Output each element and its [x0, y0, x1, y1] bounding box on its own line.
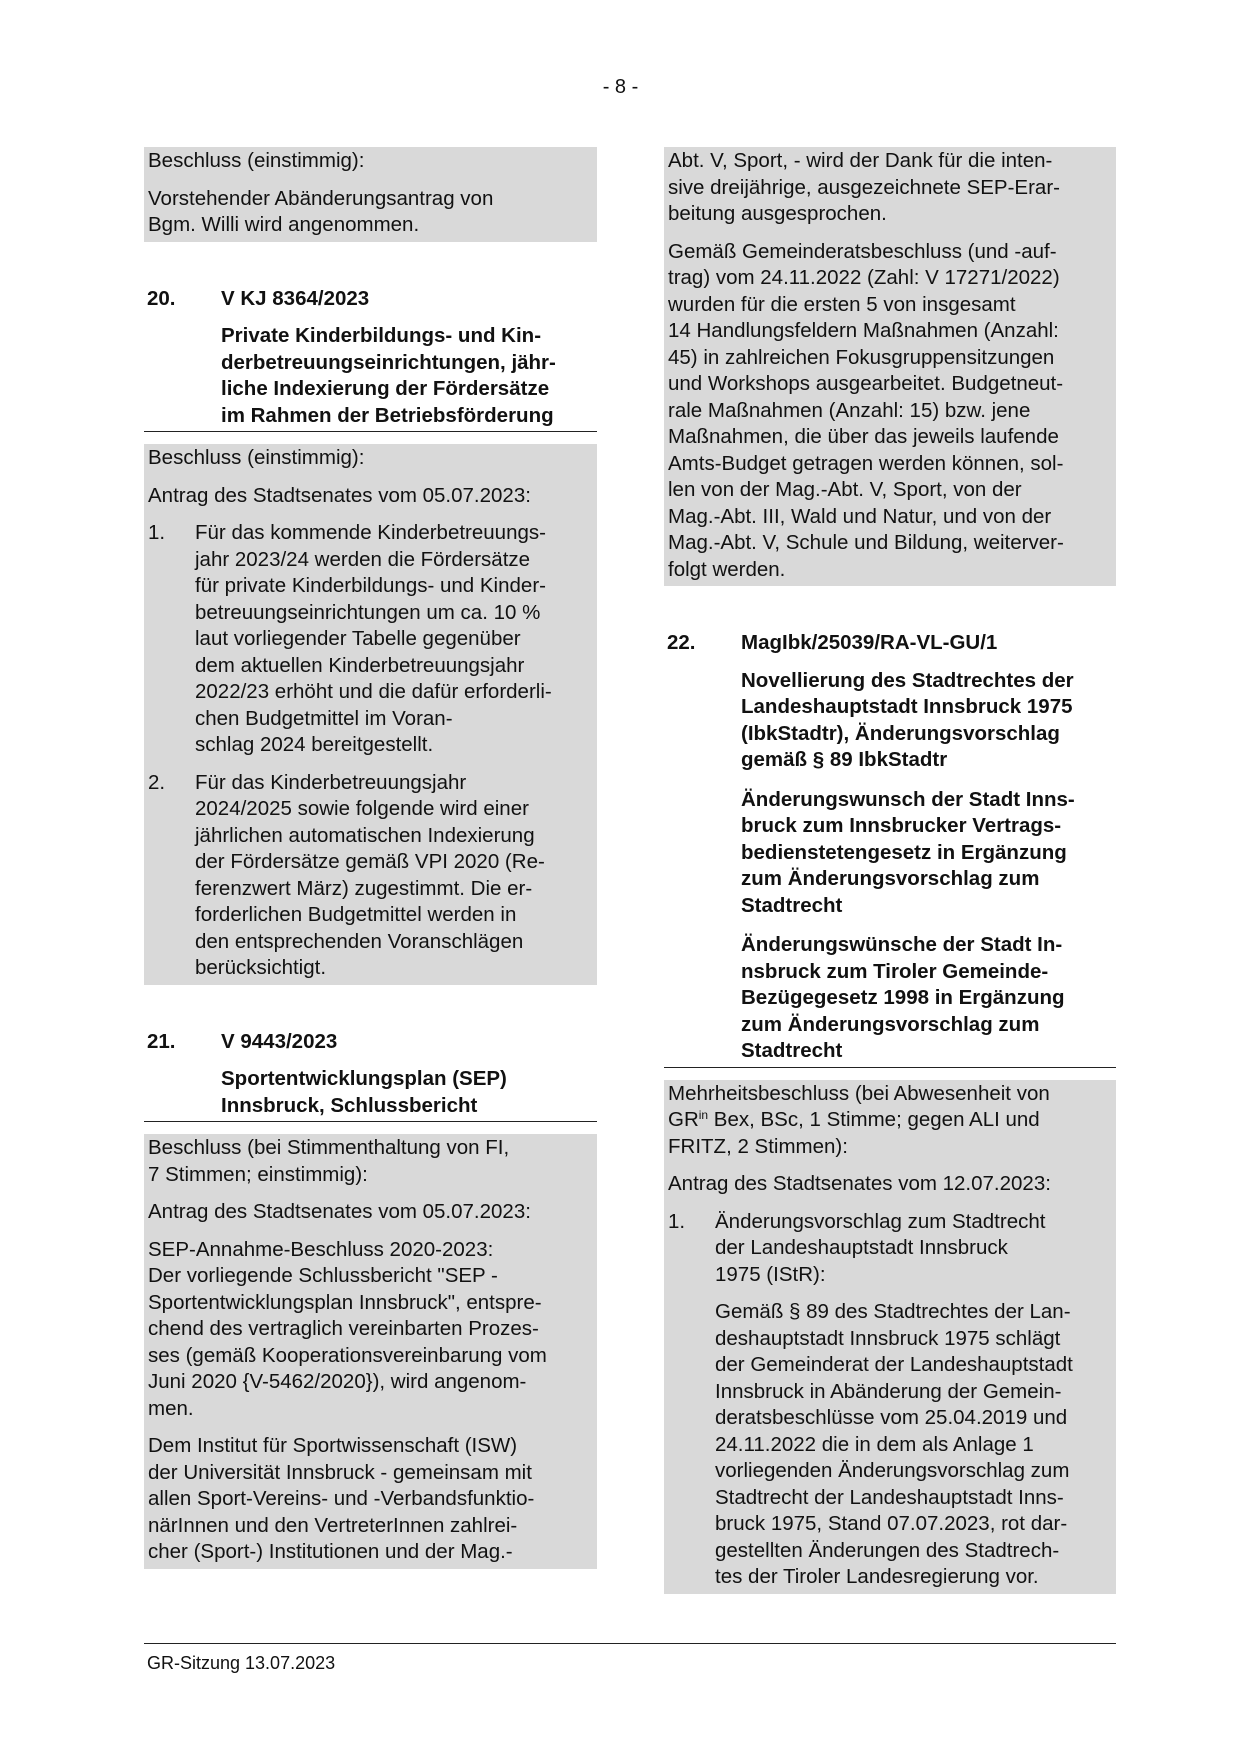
text-line: folgt werden. [668, 557, 786, 581]
text-line: bruck 1975, Stand 07.07.2023, rot dar- [715, 1512, 1068, 1535]
text-line: der Gemeinderat der Landeshauptstadt [715, 1353, 1073, 1376]
page-number: - 8 - [602, 76, 639, 98]
text-line: 14 Handlungsfeldern Maßnahmen (Anzahl: [668, 319, 1059, 342]
agenda-item-20-header [144, 286, 597, 433]
text-line: 1975 (IStR): [715, 1262, 826, 1286]
text-line: chend des vertraglich vereinbarten Prozes- [148, 1317, 539, 1340]
item-subtitle [741, 932, 1116, 1067]
text-line: gestellten Änderungen des Stadtrech- [715, 1538, 1060, 1562]
text-line: Änderungsvorschlag zum Stadtrecht [715, 1209, 1046, 1233]
text-line: chen Budgetmittel im Voran- [195, 706, 453, 730]
title-line: Novellierung des Stadtrechtes der [741, 668, 1074, 692]
text-line: und Workshops ausgearbeitet. Budgetneut- [668, 372, 1064, 395]
text-line: der Landeshauptstadt Innsbruck [715, 1236, 1008, 1259]
text-line: Juni 2020 {V-5462/2020}), wird angenom- [148, 1370, 527, 1393]
footer-text: GR-Sitzung 13.07.2023 [147, 1653, 336, 1673]
title-line: im Rahmen der Betriebsförderung [221, 403, 554, 427]
title-line: Bezügegesetz 1998 in Ergänzung [741, 986, 1065, 1009]
decision-block-21-continued [664, 147, 1116, 586]
item-reference: V KJ 8364/2023 [221, 286, 370, 310]
motion-text: Antrag des Stadtsenates vom 12.07.2023: [668, 1172, 1051, 1195]
text-line: rale Maßnahmen (Anzahl: 15) bzw. jene [668, 398, 1031, 422]
text-line: Sportentwicklungsplan Innsbruck", entspre- [148, 1290, 542, 1314]
list-subparagraph [715, 1299, 1112, 1591]
text-line: sive dreijährige, ausgezeichnete SEP-Erar- [668, 175, 1060, 199]
text-line: Stadtrecht der Landeshauptstadt Inns- [715, 1485, 1064, 1509]
text-line: ferenzwert März) zugestimmt. Die er- [195, 876, 533, 900]
title-line: Sportentwicklungsplan (SEP) [221, 1067, 507, 1090]
right-column [664, 147, 1116, 1594]
list-text [195, 770, 593, 982]
decision-text [668, 1081, 1112, 1161]
decision-body [148, 186, 593, 239]
text-line: jährlichen automatischen Indexierung [195, 823, 535, 847]
left-column [144, 147, 597, 1569]
text-line: tes der Tiroler Landesregierung vor. [715, 1565, 1039, 1588]
text-line: beitung ausgesprochen. [668, 202, 887, 225]
item-title [221, 323, 597, 431]
text-line: berücksichtigt. [195, 956, 327, 979]
item-reference: V 9443/2023 [221, 1029, 338, 1053]
superscript: in [698, 1108, 709, 1122]
title-line: liche Indexierung der Fördersätze [221, 377, 550, 400]
item-subtitle [741, 787, 1116, 922]
decision-block-22 [664, 1080, 1116, 1594]
text-line: men. [148, 1396, 194, 1420]
text-line: deratsbeschlüsse vom 25.04.2019 und [715, 1406, 1068, 1429]
text-line: Mehrheitsbeschluss (bei Abwesenheit von [668, 1081, 1050, 1105]
decision-block-20 [144, 444, 597, 985]
list-text [715, 1209, 1112, 1289]
divider [144, 431, 597, 432]
paragraph [148, 1237, 593, 1423]
decision-text [148, 1135, 593, 1188]
divider [664, 1067, 1116, 1068]
text-line: 2024/2025 sowie folgende wird einer [195, 797, 529, 820]
list-text [195, 520, 593, 759]
title-line: bruck zum Innsbrucker Vertrags- [741, 814, 1062, 837]
footer-divider [144, 1643, 1116, 1644]
text-line: dem aktuellen Kinderbetreuungsjahr [195, 653, 525, 677]
text-line: 7 Stimmen; einstimmig): [148, 1162, 368, 1186]
text-line: den entsprechenden Voranschlägen [195, 929, 524, 953]
text-line: Dem Institut für Sportwissenschaft (ISW) [148, 1434, 518, 1457]
list-item [148, 770, 593, 982]
item-number: 21. [147, 1029, 176, 1053]
motion-text: Antrag des Stadtsenates vom 05.07.2023: [148, 1200, 531, 1223]
decision-text: Beschluss (einstimmig): [148, 446, 365, 469]
text-line: jahr 2023/24 werden die Fördersätze [195, 547, 531, 571]
item-number: 22. [667, 631, 696, 654]
title-line: (IbkStadtr), Änderungsvorschlag [741, 721, 1060, 745]
decision-block-21 [144, 1134, 597, 1569]
text-line: SEP-Annahme-Beschluss 2020-2023: [148, 1237, 494, 1261]
text-line: Mag.-Abt. V, Schule und Bildung, weiterver- [668, 531, 1064, 554]
text-line: der Fördersätze gemäß VPI 2020 (Re- [195, 850, 545, 873]
item-number: 20. [147, 286, 176, 310]
text-line: Maßnahmen, die über das jeweils laufende [668, 425, 1059, 448]
list-number: 2. [148, 770, 166, 794]
text-line: närInnen und den VertreterInnen zahlrei- [148, 1513, 518, 1537]
text-line: vorliegenden Änderungsvorschlag zum [715, 1459, 1070, 1482]
text-fragment: Bex, BSc, 1 Stimme; gegen ALI und [708, 1108, 1040, 1131]
title-line: Stadtrecht [741, 1039, 843, 1062]
text-line: für private Kinderbildungs- und Kinder- [195, 574, 546, 597]
title-line: Innsbruck, Schlussbericht [221, 1093, 478, 1117]
item-title [741, 668, 1116, 776]
text-line: 2022/23 erhöht und die dafür erforderli- [195, 680, 552, 703]
motion-text: Antrag des Stadtsenates vom 05.07.2023: [148, 483, 531, 507]
text-line: wurden für die ersten 5 von insgesamt [668, 292, 1016, 316]
text-line: len von der Mag.-Abt. V, Sport, von der [668, 478, 1022, 501]
list-item [668, 1209, 1112, 1289]
text-line: forderlichen Budgetmittel werden in [195, 903, 517, 926]
text-line: FRITZ, 2 Stimmen): [668, 1134, 848, 1158]
title-line: zum Änderungsvorschlag zum [741, 867, 1040, 890]
title-line: derbetreuungseinrichtungen, jähr- [221, 350, 556, 374]
item-reference: MagIbk/25039/RA-VL-GU/1 [741, 631, 998, 654]
text-line: Für das Kinderbetreuungsjahr [195, 770, 467, 794]
text-line: Gemäß § 89 des Stadtrechtes der Lan- [715, 1300, 1071, 1323]
text-line: deshauptstadt Innsbruck 1975 schlägt [715, 1326, 1061, 1350]
paragraph [668, 148, 1112, 228]
text-line: betreuungseinrichtungen um ca. 10 % [195, 600, 541, 624]
title-line: zum Änderungsvorschlag zum [741, 1012, 1040, 1036]
text-line: 24.11.2022 die in dem als Anlage 1 [715, 1432, 1034, 1456]
title-line: nsbruck zum Tiroler Gemeinde- [741, 959, 1049, 983]
text-fragment: GR [668, 1108, 699, 1131]
list-number: 1. [148, 521, 166, 544]
text-line: Der vorliegende Schlussbericht "SEP - [148, 1264, 498, 1287]
list-number: 1. [668, 1209, 686, 1233]
list-item [148, 520, 593, 759]
text-line: Beschluss (bei Stimmenthaltung von FI, [148, 1136, 510, 1159]
title-line: bedienstetengesetz in Ergänzung [741, 840, 1067, 864]
text-line: cher (Sport-) Institutionen und der Mag.- [148, 1540, 513, 1563]
text-line: Gemäß Gemeinderatsbeschluss (und -auf- [668, 239, 1057, 263]
text-line: 45) in zahlreichen Fokusgruppensitzungen [668, 345, 1055, 369]
text-line: Innsbruck in Abänderung der Gemein- [715, 1379, 1062, 1403]
text-line: Vorstehender Abänderungsantrag von [148, 186, 494, 210]
text-line: Mag.-Abt. III, Wald und Natur, und von der [668, 504, 1052, 528]
text-line: Für das kommende Kinderbetreuungs- [195, 521, 546, 544]
title-line: Änderungswünsche der Stadt In- [741, 933, 1063, 956]
text-line: der Universität Innsbruck - gemeinsam mit [148, 1460, 532, 1484]
text-line: Abt. V, Sport, - wird der Dank für die inten- [668, 149, 1053, 172]
text-line: ses (gemäß Kooperationsvereinbarung vom [148, 1343, 547, 1367]
text-line: laut vorliegender Tabelle gegenüber [195, 627, 521, 650]
item-title [221, 1066, 597, 1121]
divider [144, 1121, 597, 1122]
decision-text: Beschluss (einstimmig): [148, 149, 365, 172]
title-line: Private Kinderbildungs- und Kin- [221, 324, 542, 347]
agenda-item-22-header [664, 630, 1116, 1068]
title-line: Landeshauptstadt Innsbruck 1975 [741, 695, 1073, 718]
title-line: Stadtrecht [741, 893, 843, 917]
paragraph [148, 1433, 593, 1566]
agenda-item-21-header [144, 1029, 597, 1123]
text-line: Amts-Budget getragen werden können, sol- [668, 451, 1064, 475]
decision-block-19 [144, 147, 597, 242]
text-line: trag) vom 24.11.2022 (Zahl: V 17271/2022) [668, 266, 1060, 289]
title-line: Änderungswunsch der Stadt Inns- [741, 787, 1075, 811]
text-line: allen Sport-Vereins- und -Verbandsfunktio- [148, 1487, 535, 1510]
text-line: schlag 2024 bereitgestellt. [195, 733, 434, 756]
title-line: gemäß § 89 IbkStadtr [741, 748, 948, 771]
text-line: Bgm. Willi wird angenommen. [148, 213, 420, 236]
paragraph [668, 239, 1112, 584]
